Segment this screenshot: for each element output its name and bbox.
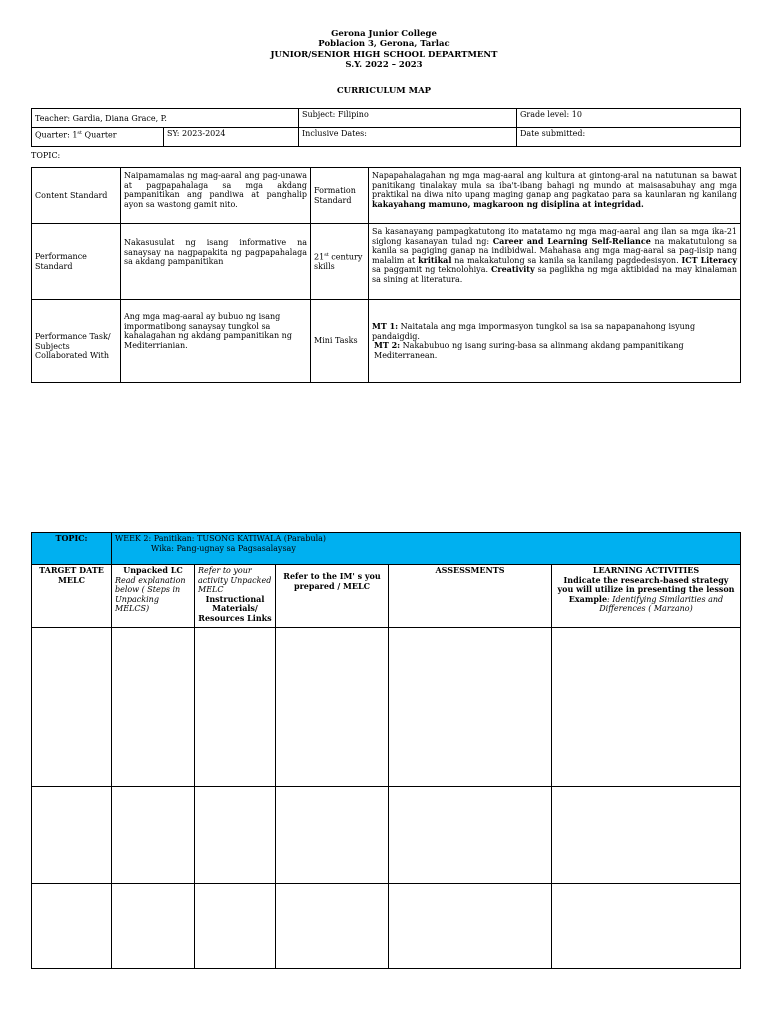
- topic-label: TOPIC:: [31, 151, 61, 160]
- skills-b2: kritikal: [418, 254, 452, 265]
- mini-tasks-text: [369, 300, 741, 383]
- mt1-label: MT 1:: [372, 321, 399, 331]
- mt1-line: [372, 322, 737, 341]
- skills-t1: Sa kasanayang pampagkatutong ito matatamo ng mga mag-aaral ang ilan sa mga ika-21 siglong kasanayan tulad ng:: [372, 227, 737, 246]
- school-name: Gerona Junior College: [331, 29, 437, 39]
- la-example-text: : Identifying Similarities and Differences ( Marzano): [599, 594, 724, 613]
- im-title: Instructional Materials/ Resources Links: [198, 593, 272, 623]
- document-title: CURRICULUM MAP: [336, 86, 432, 96]
- quarter-prefix: Quarter: 1: [35, 130, 78, 140]
- quarter-suffix: Quarter: [81, 130, 117, 140]
- performance-standard-label: Performance Standard: [32, 224, 121, 300]
- grid-topic-text: [112, 533, 741, 565]
- skills-b3: ICT Literacy: [681, 254, 737, 265]
- skills-t2: na makatutulong sa kanila sa pagiging ganap na indibidwal. Mahahasa ang mga mag-aaral sa pag-iisip nang malalim at: [372, 236, 738, 265]
- skills-b1: Career and Learning Self-Reliance: [492, 235, 651, 246]
- standards-table: [31, 167, 741, 383]
- skills-t4: sa paggamit ng teknolohiya.: [372, 265, 489, 274]
- wika-line: Wika: Pang-ugnay sa Pagsasalaysay: [151, 543, 296, 553]
- formation-bold: kakayahang mamuno, magkaroon ng disiplina at integridad.: [372, 198, 644, 209]
- mt2-line: [372, 341, 737, 360]
- inclusive-dates-cell: Inclusive Dates:: [299, 128, 517, 147]
- la-title: LEARNING ACTIVITIES: [592, 565, 700, 575]
- skills-text: [369, 224, 741, 300]
- la-line: Indicate the research-based strategy you will utilize in presenting the lesson: [557, 574, 735, 594]
- info-table: [31, 108, 741, 147]
- subject-cell: Subject: Filipino: [299, 109, 517, 128]
- im-note: Refer to your activity Unpacked MELC: [198, 566, 272, 594]
- sy-cell: SY: 2023-2024: [164, 128, 299, 147]
- school-year: S.Y. 2022 – 2023: [345, 60, 423, 70]
- teacher-cell: Teacher: Gardia, Diana Grace, P.: [32, 109, 299, 128]
- col-target-date: TARGET DATE MELC: [32, 565, 112, 628]
- content-standard-text: Naipamamalas ng mag-aaral ang pag-unawa at pagpapahalaga sa mga akdang pampanitikan ang pandiwa at panghalip ayon sa wastong gamit nito.: [121, 168, 311, 224]
- mini-tasks-label: Mini Tasks: [311, 300, 369, 383]
- la-example: [555, 595, 737, 614]
- grid-topic-label: TOPIC:: [32, 533, 112, 565]
- skills-t5: sa paglikha ng mga aktibidad na may kinalaman sa sining at literatura.: [372, 265, 737, 284]
- col-refer-im: Refer to the IM' s you prepared / MELC: [276, 565, 389, 628]
- skills-label: [311, 224, 369, 300]
- performance-task-text: Ang mga mag-aaral ay bubuo ng isang impormatibong sanaysay tungkol sa kahalagahan ng akdang pampanitikan ng Mediterrianian.: [121, 300, 311, 383]
- mt2-text: Nakabubuo ng isang suring-basa sa alinmang akdang pampanitikang Mediterranean.: [374, 341, 684, 360]
- col-assessments: ASSESSMENTS: [389, 565, 552, 628]
- week-line: WEEK 2: Panitikan: TUSONG KATIWALA (Parabula): [115, 534, 327, 543]
- formation-text: Napapahalagahan ng mga mag-aaral ang kultura at gintong-aral na natutunan sa bawat panitikang tinalakay mula sa iba't-ibang bahagi ng mundo at maisasabuhay ang mga praktikal na diwa nito upang maging ganap ang pagkatao para sa kaunlaran ng kanilang: [372, 171, 737, 199]
- grade-cell: Grade level: 10: [517, 109, 741, 128]
- col-learning-activities: [552, 565, 741, 628]
- skills-t3: na makakatulong sa kanila sa kanilang pagdedesisyon.: [454, 255, 679, 265]
- formation-standard-label: Formation Standard: [311, 168, 369, 224]
- col-instructional-materials: [195, 565, 276, 628]
- table-row: [32, 884, 741, 969]
- table-row: [32, 787, 741, 884]
- skills-label-sup: st: [324, 252, 329, 259]
- quarter-cell: [32, 128, 164, 147]
- formation-standard-text: [369, 168, 741, 224]
- date-submitted-cell: Date submitted:: [517, 128, 741, 147]
- skills-label-post: century skills: [314, 252, 363, 272]
- weekly-grid-table: [31, 532, 741, 969]
- unpacked-lc-note: Read explanation below ( Steps in Unpacking MELCS): [115, 575, 186, 613]
- skills-label-pre: 21: [314, 252, 325, 262]
- content-standard-label: Content Standard: [32, 168, 121, 224]
- col-unpacked-lc: [112, 565, 195, 628]
- school-address: Poblacion 3, Gerona, Tarlac: [318, 39, 450, 49]
- performance-standard-text: Nakasusulat ng isang informative na sanaysay na nagpapakita ng pagpapahalaga sa akdang pampanitikan: [121, 224, 311, 300]
- la-example-label: Example: [568, 593, 608, 604]
- skills-b4: Creativity: [491, 264, 535, 274]
- unpacked-lc-title: Unpacked LC: [123, 565, 183, 575]
- table-row: [32, 628, 741, 787]
- mt1-text: Naitatala ang mga impormasyon tungkol sa isa sa napapanahong isyung pandaigdig.: [372, 322, 696, 341]
- mt2-label: MT 2:: [374, 340, 401, 350]
- quarter-sup: st: [77, 130, 82, 136]
- department-name: JUNIOR/SENIOR HIGH SCHOOL DEPARTMENT: [270, 50, 498, 60]
- performance-task-label: Performance Task/ Subjects Collaborated With: [32, 300, 121, 383]
